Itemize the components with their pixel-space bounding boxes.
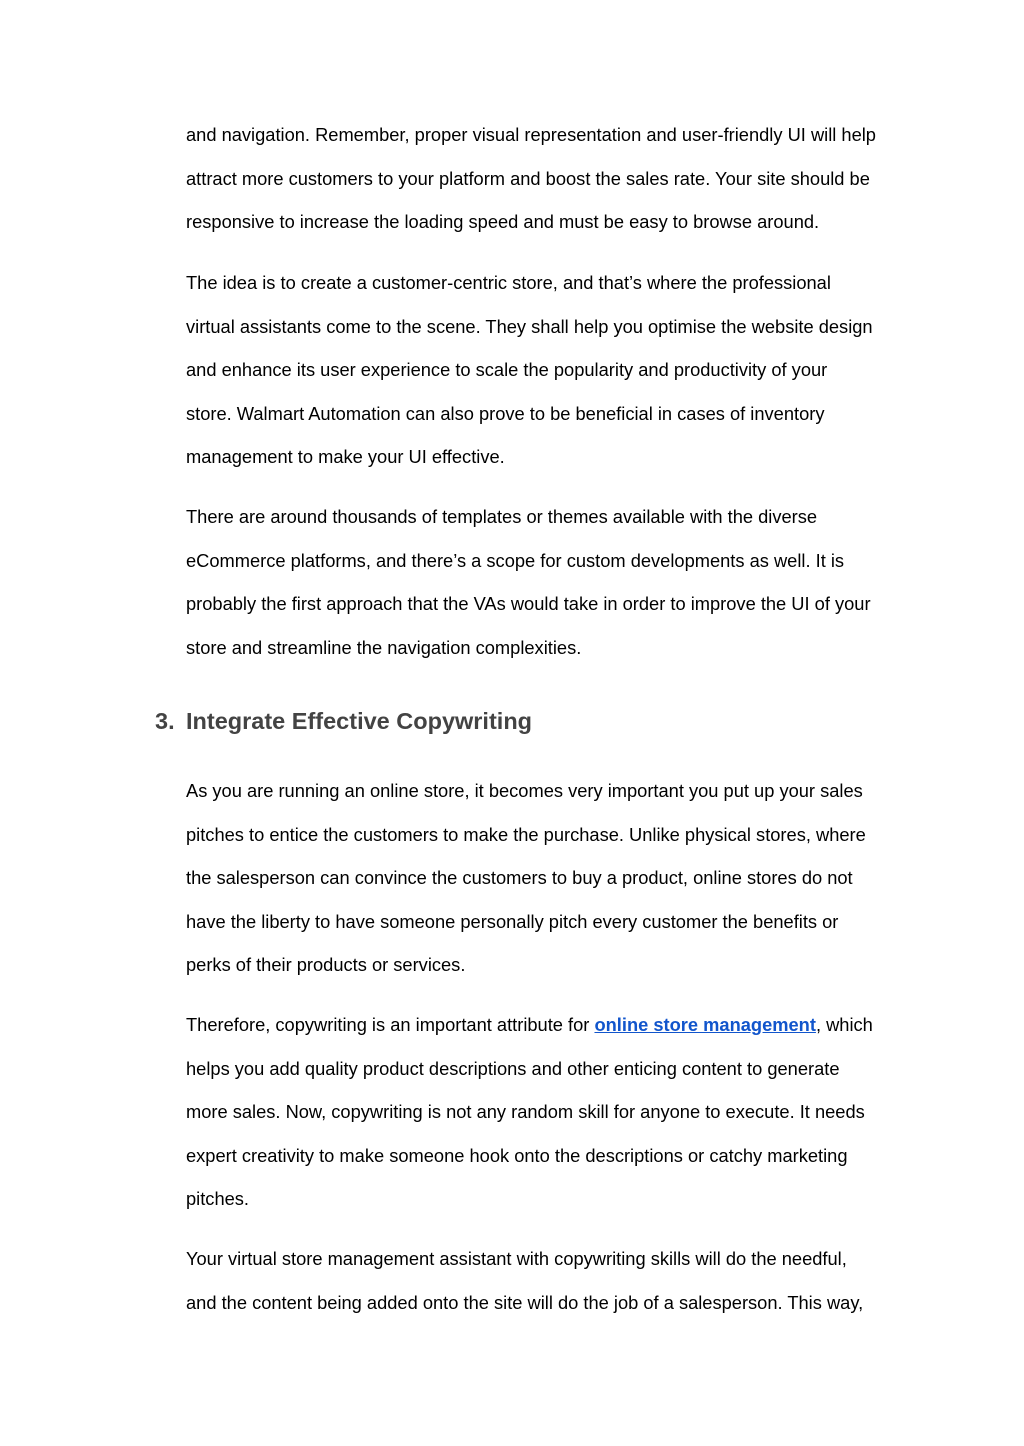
text-line: perks of their products or services.	[186, 954, 466, 975]
text-line: helps you add quality product descriptions and other enticing content to generate	[186, 1057, 840, 1079]
text-line: and navigation. Remember, proper visual representation and user-friendly UI will help	[186, 124, 876, 145]
text-line: management to make your UI effective.	[186, 446, 505, 467]
text-line: expert creativity to make someone hook onto the descriptions or catchy marketing	[186, 1144, 848, 1166]
text-line: attract more customers to your platform and boost the sales rate. Your site should be	[186, 167, 870, 189]
paragraph-virtual-assistant	[186, 1237, 916, 1324]
text-line	[186, 1003, 916, 1047]
text-line: probably the first approach that the VAs would take in order to improve the UI of your	[186, 593, 871, 614]
text-line: have the liberty to have someone personally pitch every customer the benefits or	[186, 910, 839, 932]
text-line: eCommerce platforms, and there’s a scope for custom developments as well. It is	[186, 549, 845, 571]
text-line: store. Walmart Automation can also prove to be beneficial in cases of inventory	[186, 402, 825, 424]
text-line: and enhance its user experience to scale the popularity and productivity of your	[186, 359, 828, 380]
text-line: Your virtual store management assistant with copywriting skills will do the needful,	[186, 1248, 847, 1269]
paragraph-online-store	[186, 769, 916, 987]
text-line: pitches.	[186, 1188, 250, 1209]
section-heading	[155, 702, 532, 740]
text-line: responsive to increase the loading speed and must be easy to browse around.	[186, 211, 820, 232]
text-line: The idea is to create a customer-centric store, and that’s where the professional	[186, 272, 831, 293]
text-line: more sales. Now, copywriting is not any random skill for anyone to execute. It needs	[186, 1101, 865, 1122]
paragraph-customer-centric	[186, 261, 916, 479]
section-title: Integrate Effective Copywriting	[186, 708, 533, 734]
link-trail-text: , which	[815, 1014, 873, 1035]
text-line: store and streamline the navigation complexities.	[186, 636, 582, 658]
section-number: 3.	[155, 708, 175, 734]
paragraph-navigation	[186, 113, 916, 244]
paragraph-templates	[186, 495, 916, 669]
text-line: As you are running an online store, it becomes very important you put up your sales	[186, 780, 863, 801]
text-line: There are around thousands of templates or themes available with the diverse	[186, 506, 818, 527]
text-line: the salesperson can convince the customers to buy a product, online stores do not	[186, 867, 853, 888]
paragraph-copywriting	[186, 1003, 916, 1221]
text-line: virtual assistants come to the scene. They shall help you optimise the website design	[186, 315, 873, 337]
link-lead-text: Therefore, copywriting is an important attribute for	[186, 1014, 595, 1035]
text-line: and the content being added onto the site will do the job of a salesperson. This way,	[186, 1291, 864, 1313]
text-line: pitches to entice the customers to make the purchase. Unlike physical stores, where	[186, 823, 866, 845]
online-store-management-link[interactable]: online store management	[594, 1014, 816, 1035]
